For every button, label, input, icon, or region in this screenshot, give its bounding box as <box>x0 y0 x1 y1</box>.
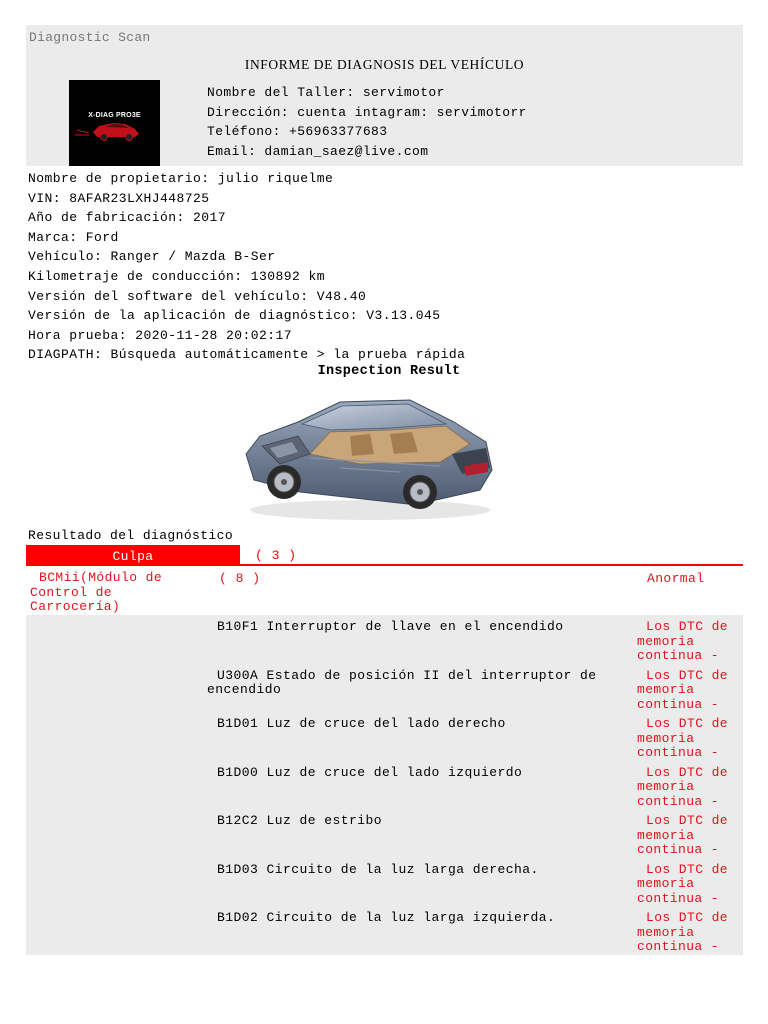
dtc-status-line: continua - <box>637 648 720 663</box>
report-title: INFORME DE DIAGNOSIS DEL VEHÍCULO <box>244 57 525 72</box>
logo-text: X-DIAG PRO3E <box>88 112 141 119</box>
fault-count: ( 3 ) <box>255 548 297 563</box>
dtc-status-line: Los DTC de <box>646 861 729 877</box>
dtc-status <box>637 766 743 810</box>
report-header <box>26 25 743 166</box>
dtc-status-line: Los DTC de <box>646 667 729 683</box>
inspection-title: Inspection Result <box>317 364 461 379</box>
mileage: Kilometraje de conducción: 130892 km <box>28 268 326 284</box>
result-label: Resultado del diagnóstico <box>28 528 234 543</box>
dtc-status-line: continua - <box>637 696 720 712</box>
dtc-status-line: memoria <box>637 779 695 794</box>
dtc-status-line: Los DTC de <box>646 619 729 634</box>
manufacture-year: Año de fabricación: 2017 <box>28 210 227 226</box>
dtc-status-line: continua - <box>637 842 720 857</box>
module-status: Anormal <box>647 571 705 586</box>
dtc-status-line: continua - <box>637 939 720 954</box>
dtc-status-line: memoria <box>637 682 695 697</box>
dtc-status-line: memoria <box>637 827 695 843</box>
dtc-row <box>26 615 743 663</box>
vin: VIN: 8AFAR23LXHJ448725 <box>28 190 210 206</box>
module-name-line: Carrocería) <box>30 599 121 614</box>
dtc-description: B1D02 Circuito de la luz larga izquierda. <box>217 910 556 925</box>
shop-address: Dirección: cuenta intagram: servimotorr <box>207 104 527 120</box>
dtc-status-line: Los DTC de <box>646 910 729 925</box>
dtc-status <box>637 863 743 907</box>
fault-tab[interactable]: Culpa <box>26 545 240 566</box>
vehicle-info <box>28 169 465 365</box>
dtc-row <box>26 809 743 857</box>
dtc-description: B1D03 Circuito de la luz larga derecha. <box>217 861 539 877</box>
dtc-status-line: Los DTC de <box>646 813 729 828</box>
owner-name: Nombre de propietario: julio riquelme <box>28 171 334 186</box>
dtc-status-line: continua - <box>637 793 720 809</box>
dtc-row <box>26 712 743 760</box>
dtc-status-line: Los DTC de <box>646 716 729 731</box>
diag-path: DIAGPATH: Búsqueda automáticamente > la prueba rápida <box>28 347 466 363</box>
shop-logo <box>69 80 160 166</box>
dtc-status-line: memoria <box>637 876 695 891</box>
software-version: Versión del software del vehículo: V48.40 <box>28 288 367 304</box>
shop-name: Nombre del Taller: servimotor <box>207 85 445 100</box>
module-name-line: BCMii(Módulo de <box>39 570 163 585</box>
car-cutaway-image <box>240 392 494 524</box>
model: Vehículo: Ranger / Mazda B-Ser <box>28 249 276 265</box>
test-time: Hora prueba: 2020-11-28 20:02:17 <box>28 327 293 343</box>
dtc-description: B12C2 Luz de estribo <box>217 813 383 828</box>
module-dtc-count: ( 8 ) <box>219 571 261 586</box>
dtc-status-line: memoria <box>637 924 695 940</box>
shop-email: Email: damian_saez@live.com <box>207 144 429 160</box>
dtc-status <box>637 717 743 761</box>
app-label: Diagnostic Scan <box>29 30 151 45</box>
shop-phone: Teléfono: +56963377683 <box>207 124 388 140</box>
app-version: Versión de la aplicación de diagnóstico: V3.13.045 <box>28 308 441 324</box>
dtc-description: B10F1 Interruptor de llave en el encendido <box>217 619 564 634</box>
dtc-status <box>637 814 743 858</box>
dtc-status <box>637 669 743 713</box>
module-name <box>30 571 200 615</box>
section-divider <box>240 564 743 566</box>
dtc-description: U300A Estado de posición II del interruptor de encendido <box>207 667 597 697</box>
module-name-line: Control de <box>30 584 113 600</box>
dtc-status <box>637 620 743 664</box>
make: Marca: Ford <box>28 229 119 245</box>
logo-car-icon <box>69 80 160 166</box>
dtc-status-line: memoria <box>637 633 695 649</box>
dtc-status-line: continua - <box>637 890 720 906</box>
dtc-status-line: memoria <box>637 730 695 746</box>
dtc-status <box>637 911 743 955</box>
dtc-row <box>26 761 743 809</box>
dtc-row <box>26 664 743 712</box>
dtc-status-line: Los DTC de <box>646 764 729 780</box>
dtc-description: B1D01 Luz de cruce del lado derecho <box>217 716 506 731</box>
dtc-description: B1D00 Luz de cruce del lado izquierdo <box>217 764 523 780</box>
dtc-status-line: continua - <box>637 745 720 760</box>
dtc-row <box>26 906 743 954</box>
dtc-row <box>26 858 743 906</box>
shop-info <box>207 83 527 162</box>
dtc-list <box>26 615 743 955</box>
